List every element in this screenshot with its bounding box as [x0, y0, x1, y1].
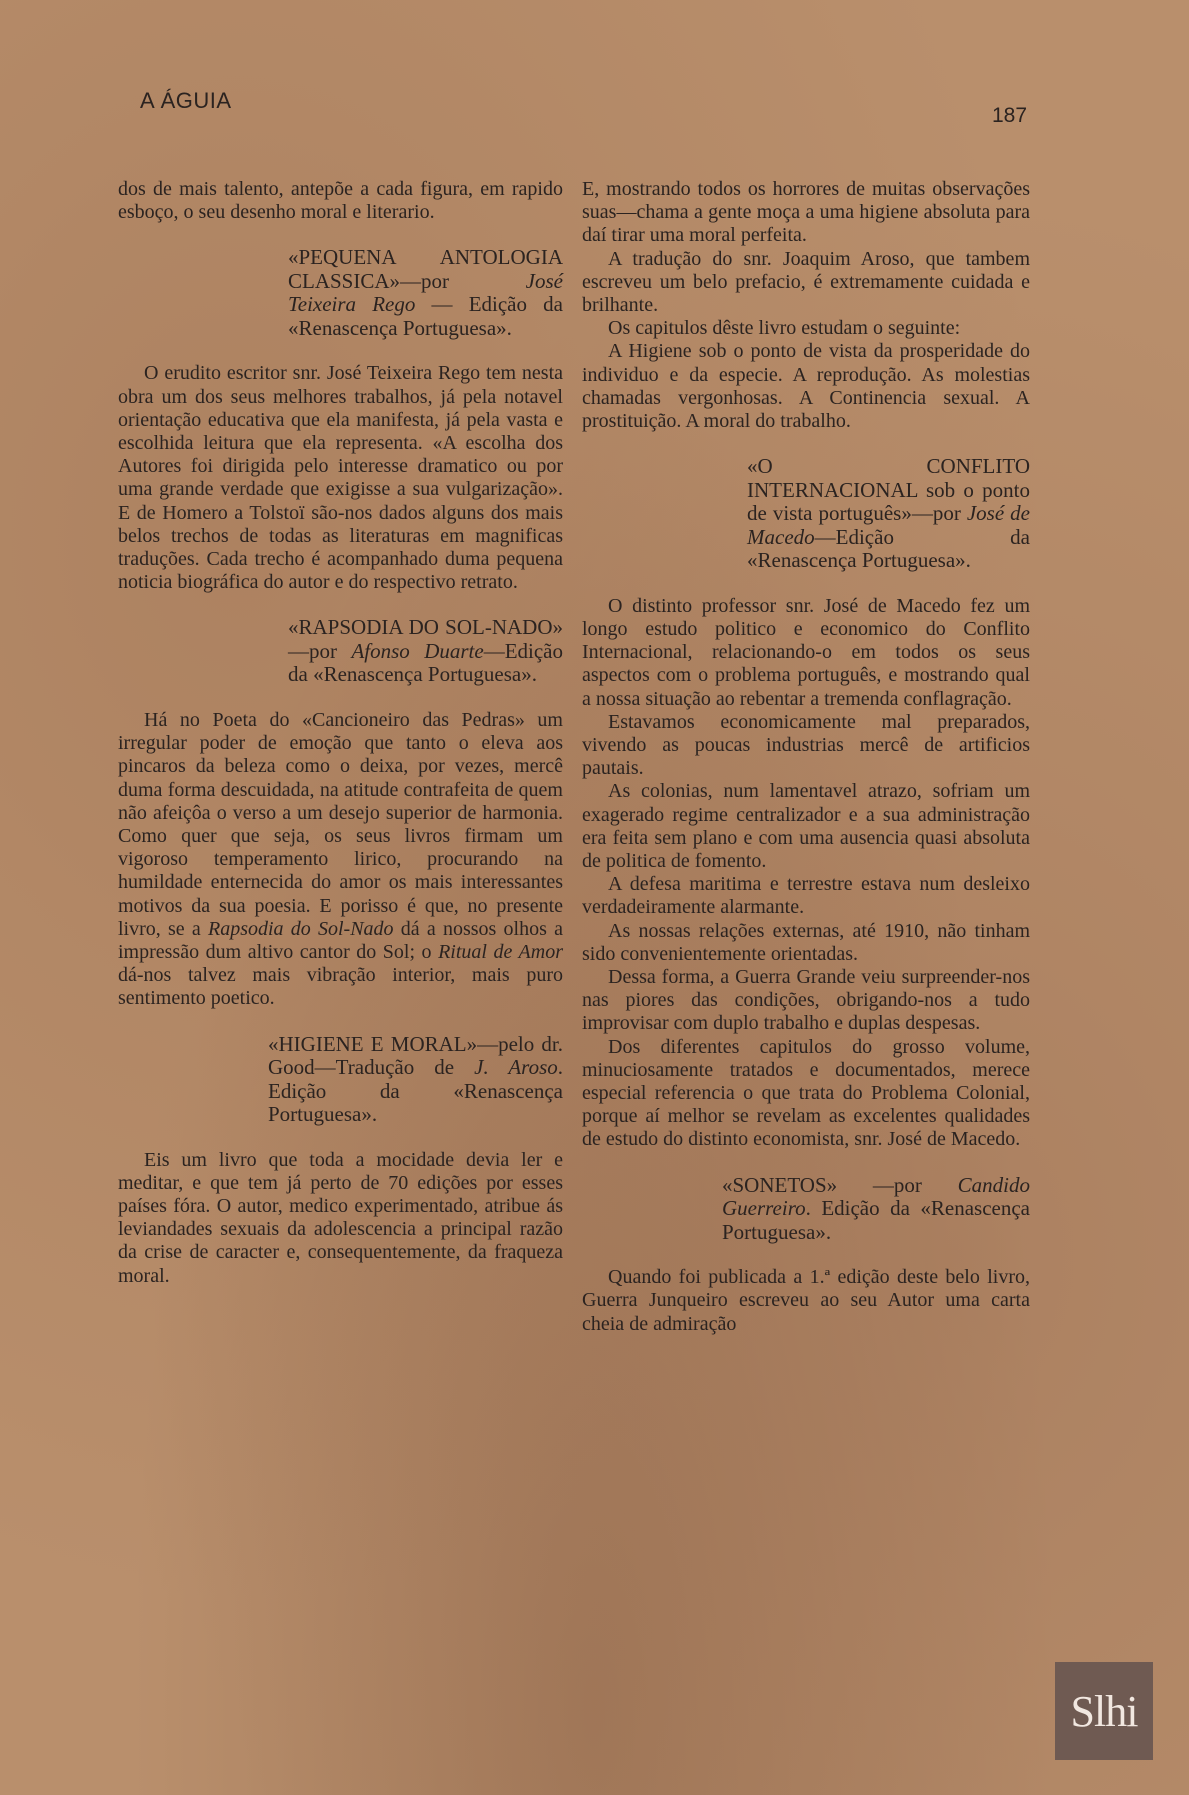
book-entry-conflito: «O CONFLITO INTERNACIONAL sob o ponto de vista português»—por José de Macedo—Edição da «Renascença Portuguesa».: [747, 454, 1030, 573]
journal-title: A ÁGUIA: [140, 88, 232, 113]
paragraph: As colonias, num lamentavel atrazo, sofriam um exagerado regime centralizador e a sua administração era feita sem plano e com uma ausencia quasi absoluta de politica de fomento.: [582, 780, 1030, 872]
paragraph: A defesa maritima e terrestre estava num desleixo verdadeiramente alarmante.: [582, 873, 1030, 919]
paragraph: O erudito escritor snr. José Teixeira Rego tem nesta obra um dos seus melhores trabalhos, já pela notavel orientação educativa que ela manifesta, já pela vasta e escolhida leitura que ela representa. «A escolha dos Autores foi dirigida pelo interesse dramatico ou por uma grande verdade que exigisse a sua vulgarização». E de Homero a Tolstoï são-nos dados alguns dos mais belos trechos de todas as literaturas em magnificas traduções. Cada trecho é acompanhado duma pequena noticia biográfica do autor e do respectivo retrato.: [118, 362, 563, 594]
page-number: 187: [992, 104, 1028, 127]
paragraph: Dessa forma, a Guerra Grande veiu surpreender-nos nas piores das condições, obrigando-nos a tudo improvisar com duplo trabalho e duplas despesas.: [582, 965, 1030, 1035]
paragraph: O distinto professor snr. José de Macedo fez um longo estudo politico e economico do Conflito Internacional, relacionando-o em todos os seus aspectos com o problema português, e mostrando qual a nossa situação ao rebentar a tremenda conflagração.: [582, 594, 1030, 710]
paragraph: Quando foi publicada a 1.ª edição deste belo livro, Guerra Junqueiro escreveu ao seu Autor uma carta cheia de admiração: [582, 1266, 1030, 1335]
paragraph: A Higiene sob o ponto de vista da prosperidade do individuo e da especie. A reprodução. As molestias chamadas vergonhosas. A Continencia sexual. A prostituição. A moral do trabalho.: [582, 340, 1030, 433]
paragraph: A tradução do snr. Joaquim Aroso, que tambem escreveu um belo prefacio, é extremamente cuidada e brilhante.: [582, 247, 1030, 317]
right-column: [582, 178, 1030, 1336]
left-column: [118, 178, 563, 1288]
paragraph: E, mostrando todos os horrores de muitas observações suas—chama a gente moça a uma higiene absoluta para daí tirar uma moral perfeita.: [582, 178, 1030, 247]
paragraph: Dos diferentes capitulos do grosso volume, minuciosamente tratados e documentados, merece especial referencia o que trata do Problema Colonial, porque aí melhor se revelam as excelentes qualidades de estudo do distinto economista, snr. José de Macedo.: [582, 1035, 1030, 1151]
paragraph: Estavamos economicamente mal preparados, vivendo as poucas industrias mercê de artificios pautais.: [582, 710, 1030, 780]
book-title: Ritual de Amor: [438, 940, 563, 963]
paragraph: Há no Poeta do «Cancioneiro das Pedras» um irregular poder de emoção que tanto o eleva aos pincaros da beleza como o deixa, por vezes, mercê duma forma descuidada, na atitude contrafeita de quem não afeiçôa o verso a um desejo superior de harmonia. Como quer que seja, os seus livros firmam um vigoroso temperamento lirico, procurando na humildade enternecida do amor os mais interessantes motivos da sua poesia. E porisso é que, no presente livro, se a Rapsodia do Sol-Nado dá a nossos olhos a impressão dum altivo cantor do Sol; o Ritual de Amor dá-nos talvez mais vibração interior, mais puro sentimento poetico.: [118, 708, 563, 1010]
library-logo: Slhi: [1055, 1662, 1153, 1760]
entry-author: Afonso Duarte: [351, 638, 484, 663]
book-entry-higiene: «HIGIENE E MORAL»—pelo dr. Good—Tradução de J. Aroso. Edição da «Renascença Portuguesa».: [268, 1031, 564, 1127]
paragraph: dos de mais talento, antepõe a cada figura, em rapido esboço, o seu desenho moral e literario.: [118, 178, 563, 224]
paragraph: Eis um livro que toda a mocidade devia ler e meditar, e que tem já perto de 70 edições por esses países fóra. O autor, medico experimentado, atribue ás leviandades sexuais da adolescencia a principal razão da crise de caracter e, consequentemente, da fraqueza moral.: [118, 1148, 563, 1287]
entry-author: José de Macedo: [747, 501, 1030, 549]
entry-author: J. Aroso: [474, 1055, 558, 1080]
book-entry-sonetos: «SONETOS» —por Candido Guerreiro. Edição da «Renascença Portuguesa».: [722, 1172, 1030, 1244]
entry-author: José Teixeira Rego: [288, 268, 563, 317]
book-entry-antologia: «PEQUENA ANTOLOGIA CLASSICA»—por José Teixeira Rego — Edição da «Renascença Portuguesa».: [288, 245, 563, 340]
entry-author: Candido Guerreiro: [722, 1172, 1030, 1221]
book-entry-rapsodia: «RAPSODIA DO SOL-NADO» —por Afonso Duarte—Edição da «Renascença Portuguesa».: [288, 615, 564, 687]
paragraph: As nossas relações externas, até 1910, não tinham sido convenientemente orientadas.: [582, 919, 1030, 965]
book-title: Rapsodia do Sol-Nado: [207, 917, 394, 940]
paragraph: Os capitulos dêste livro estudam o seguinte:: [608, 317, 961, 340]
